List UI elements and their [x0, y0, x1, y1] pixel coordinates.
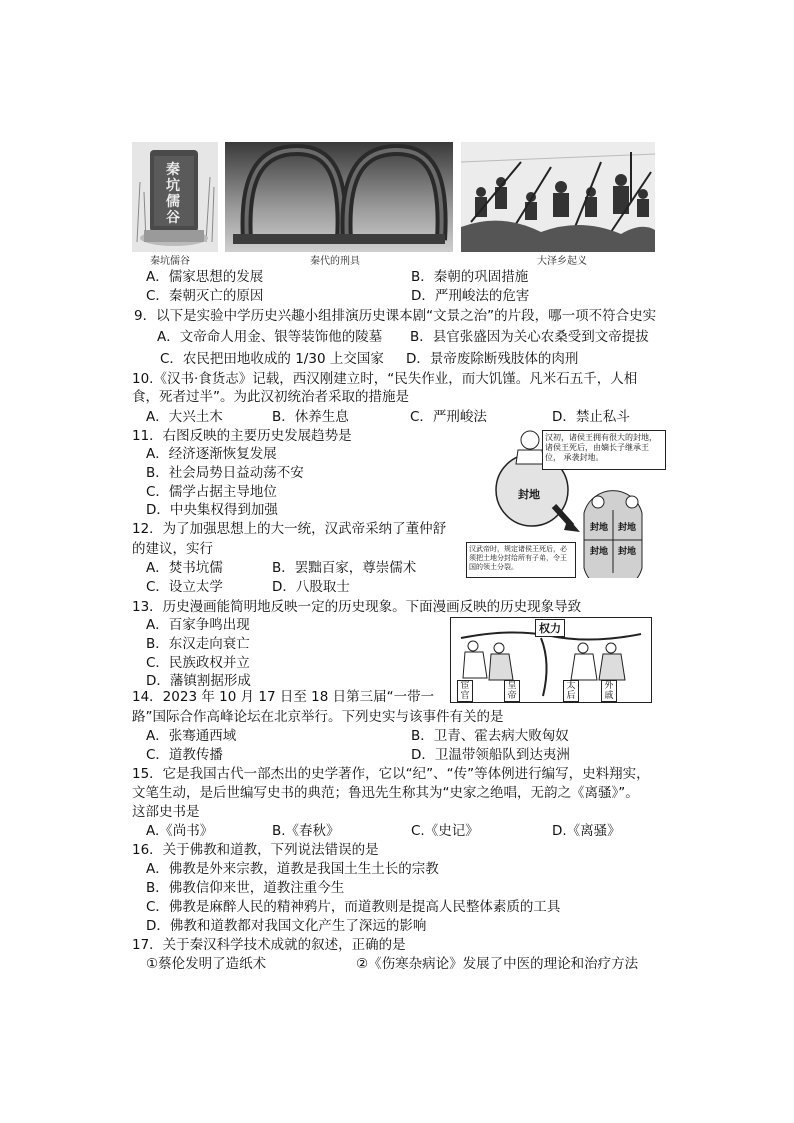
q11-cartoon-top-text: 汉初，诸侯王拥有很大的封地，诸侯王死后，由嫡长子继承王位， 承袭封地。 [542, 430, 666, 470]
q11-stem: 11．右图反映的主要历史发展趋势是 [132, 428, 352, 444]
q10-option-b[interactable]: B．休养生息 [272, 409, 349, 425]
q8-option-b[interactable]: B．秦朝的巩固措施 [411, 269, 529, 285]
q17-stem: 17．关于秦汉科学技术成就的叙述，正确的是 [132, 937, 406, 953]
q13-power-cartoon [450, 617, 652, 703]
q12-option-d[interactable]: D．八股取士 [272, 579, 350, 595]
q14-option-d[interactable]: D．卫温带领船队到达夷洲 [411, 747, 570, 763]
q13-stem: 13．历史漫画能简明地反映一定的历史现象。下面漫画反映的历史现象导致 [132, 599, 582, 615]
q11-fief-label-3: 封地 [618, 523, 637, 533]
q10-option-a[interactable]: A．大兴土木 [146, 409, 223, 425]
q13-option-a[interactable]: A．百家争鸣出现 [146, 617, 250, 633]
q11-option-b[interactable]: B．社会局势日益动荡不安 [146, 465, 304, 481]
q11-option-d[interactable]: D．中央集权得到加强 [146, 502, 278, 518]
q15-option-c[interactable]: C.《史记》 [411, 823, 479, 839]
q11-option-a[interactable]: A．经济逐渐恢复发展 [146, 446, 277, 462]
q15-stem-line-3: 这部史书是 [132, 804, 200, 820]
q13-option-c[interactable]: C．民族政权并立 [146, 655, 250, 671]
q17-item-2[interactable]: ②《伤寒杂病论》发展了中医的理论和治疗方法 [356, 956, 639, 972]
q12-option-c[interactable]: C．设立太学 [146, 579, 223, 595]
q12-stem-line-2: 的建议，实行 [132, 541, 213, 557]
q10-stem-line-2: 食，死者过半”。为此汉初统治者采取的措施是 [132, 389, 409, 405]
q13-option-d[interactable]: D．藩镇割据形成 [146, 673, 251, 689]
q15-option-d[interactable]: D.《离骚》 [552, 823, 621, 839]
q8-option-a[interactable]: A．儒家思想的发展 [146, 269, 264, 285]
q13-option-b[interactable]: B．东汉走向衰亡 [146, 636, 250, 652]
photo-dazexiang-uprising [461, 142, 655, 252]
photo-qin-kengru-gu [132, 142, 218, 252]
caption-dazexiang-uprising: 大泽乡起义 [537, 256, 587, 267]
q11-option-c[interactable]: C．儒学占据主导地位 [146, 484, 277, 500]
q17-item-1[interactable]: ①蔡伦发明了造纸术 [146, 956, 267, 972]
q9-option-d[interactable]: D．景帝废除断残肢体的肉刑 [406, 351, 579, 367]
q11-fief-label-5: 封地 [618, 547, 637, 557]
stele-text: 秦坑儒谷 [166, 162, 180, 226]
caption-qin-kengru-gu: 秦坑儒谷 [150, 256, 190, 267]
q10-option-d[interactable]: D．禁止私斗 [552, 409, 630, 425]
q9-option-b[interactable]: B．县官张盛因为关心农桑受到文帝提拔 [410, 329, 649, 345]
q8-option-d[interactable]: D．严刑峻法的危害 [411, 288, 530, 304]
q13-cartoon-label-empress: 太后 [563, 680, 579, 702]
q14-stem-line-1: 14．2023 年 10 月 17 日至 18 日第三届“一带一 [132, 689, 435, 705]
q11-fief-label-4: 封地 [590, 547, 609, 557]
q16-option-d[interactable]: D．佛教和道教都对我国文化产生了深远的影响 [146, 918, 427, 934]
q14-option-b[interactable]: B．卫青、霍去病大败匈奴 [411, 728, 569, 744]
q16-option-b[interactable]: B．佛教信仰来世，道教注重今生 [146, 880, 345, 896]
q15-option-a[interactable]: A.《尚书》 [146, 823, 214, 839]
q16-option-a[interactable]: A．佛教是外来宗教，道教是我国土生土长的宗教 [146, 861, 439, 877]
q15-stem-line-2: 文笔生动，是后世编写史书的典范；鲁迅先生称其为“史家之绝唱，无韵之《离骚》”。 [132, 785, 639, 801]
q10-stem-line-1: 10.《汉书·食货志》记载，西汉刚建立时，“民失作业，而大饥馑。凡米石五千，人相 [132, 371, 638, 387]
q14-stem-line-2: 路”国际合作高峰论坛在北京举行。下列史实与该事件有关的是 [132, 709, 504, 725]
q15-option-b[interactable]: B.《春秋》 [272, 823, 340, 839]
q12-stem-line-1: 12．为了加强思想上的大一统，汉武帝采纳了董仲舒 [132, 521, 447, 537]
q9-option-c[interactable]: C．农民把田地收成的 1/30 上交国家 [160, 351, 384, 367]
q9-stem: 9．以下是实验中学历史兴趣小组排演历史课本剧“文景之治”的片段，哪一项不符合史实 [134, 308, 657, 324]
q14-option-a[interactable]: A．张骞通西域 [146, 728, 237, 744]
q10-option-c[interactable]: C．严刑峻法 [410, 409, 487, 425]
q11-fief-label-1: 封地 [518, 488, 540, 501]
q12-option-a[interactable]: A．焚书坑儒 [146, 560, 223, 576]
q16-option-c[interactable]: C．佛教是麻醉人民的精神鸦片，而道教则是提高人民整体素质的工具 [146, 899, 561, 915]
q16-stem: 16．关于佛教和道教，下列说法错误的是 [132, 842, 379, 858]
q11-fief-label-2: 封地 [590, 523, 609, 533]
q13-cartoon-label-emperor: 皇帝 [504, 680, 520, 702]
q8-option-c[interactable]: C．秦朝灭亡的原因 [146, 288, 264, 304]
q13-cartoon-label-eunuch: 宦官 [457, 680, 473, 702]
q11-cartoon-bottom-text: 汉武帝时，规定诸侯王死后，必须把土地分封给所有子弟，令王国的领土分裂。 [466, 542, 576, 578]
photo-qin-shackles [225, 142, 453, 252]
q14-option-c[interactable]: C．道教传播 [146, 747, 223, 763]
q12-option-b[interactable]: B．罢黜百家，尊崇儒术 [272, 560, 417, 576]
q13-cartoon-label-inlaws: 外戚 [601, 680, 617, 702]
q9-option-a[interactable]: A．文帝命人用金、银等装饰他的陵墓 [157, 329, 383, 345]
caption-qin-shackles: 秦代的刑具 [310, 256, 360, 267]
q13-cartoon-power-label: 权力 [535, 619, 565, 637]
q15-stem-line-1: 15．它是我国古代一部杰出的史学著作，它以“纪”、“传”等体例进行编写，史料翔实， [132, 766, 650, 782]
q11-fief-cartoon [469, 428, 664, 578]
